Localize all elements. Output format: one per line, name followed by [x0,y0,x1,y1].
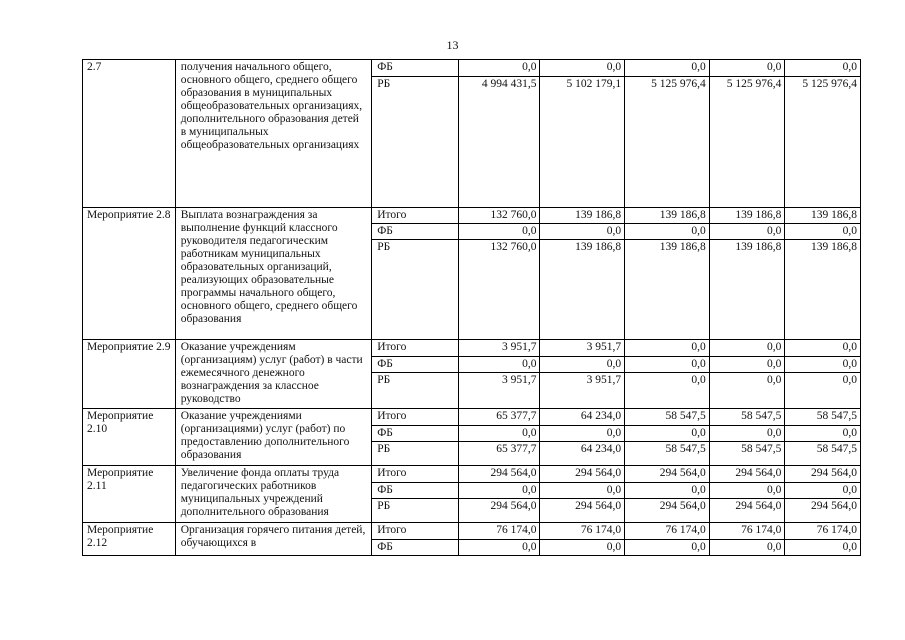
amount-cell: 58 547,5 [625,409,710,426]
activity-id-cell: Мероприятие 2.11 [83,466,176,523]
amount-cell: 58 547,5 [625,442,710,466]
activity-description-cell: получения начального общего, основного общего, среднего общего образования в муниципальных общеобразовательных организациях, дополнительного образования детей в муниципальных общеобразовательных организациях [175,60,372,208]
table-body [83,60,861,556]
funding-source-cell: РБ [372,77,459,208]
amount-cell: 58 547,5 [785,442,861,466]
amount-cell: 76 174,0 [458,523,540,540]
amount-cell: 3 951,7 [458,373,540,409]
amount-cell: 139 186,8 [785,208,861,224]
funding-source-cell: ФБ [372,540,459,556]
table-row [83,340,861,357]
amount-cell: 0,0 [458,60,540,77]
amount-cell: 294 564,0 [540,466,625,483]
funding-source-cell: Итого [372,340,459,357]
activity-description-cell: Выплата вознаграждения за выполнение функций классного руководителя педагогическим работникам муниципальных образовательных организаций, реализующих образовательные программы начального общего, основного общего, среднего общего образования [175,208,372,340]
funding-source-cell: ФБ [372,60,459,77]
funding-source-cell: ФБ [372,426,459,442]
table-row [83,409,861,426]
table-row [83,208,861,224]
amount-cell: 0,0 [458,224,540,240]
amount-cell: 139 186,8 [540,240,625,340]
amount-cell: 5 125 976,4 [625,77,710,208]
amount-cell: 65 377,7 [458,442,540,466]
amount-cell: 0,0 [785,224,861,240]
amount-cell: 0,0 [540,357,625,373]
amount-cell: 139 186,8 [709,240,785,340]
amount-cell: 0,0 [709,426,785,442]
funding-source-cell: ФБ [372,224,459,240]
amount-cell: 64 234,0 [540,409,625,426]
funding-source-cell: РБ [372,240,459,340]
activity-id-cell: Мероприятие 2.9 [83,340,176,409]
activity-id-cell: Мероприятие 2.8 [83,208,176,340]
activity-id-cell: 2.7 [83,60,176,208]
budget-table [82,59,861,556]
amount-cell: 0,0 [625,483,710,499]
activity-description-cell: Оказание учреждениям (организациям) услуг (работ) в части ежемесячного денежного вознаграждения за классное руководство [175,340,372,409]
amount-cell: 0,0 [709,483,785,499]
funding-source-cell: РБ [372,442,459,466]
amount-cell: 0,0 [625,340,710,357]
funding-source-cell: ФБ [372,357,459,373]
amount-cell: 294 564,0 [709,466,785,483]
amount-cell: 0,0 [709,357,785,373]
amount-cell: 0,0 [625,224,710,240]
amount-cell: 0,0 [785,60,861,77]
amount-cell: 58 547,5 [709,442,785,466]
amount-cell: 76 174,0 [625,523,710,540]
amount-cell: 0,0 [540,60,625,77]
table-row [83,523,861,540]
amount-cell: 5 102 179,1 [540,77,625,208]
amount-cell: 0,0 [709,224,785,240]
amount-cell: 132 760,0 [458,240,540,340]
amount-cell: 0,0 [785,426,861,442]
amount-cell: 64 234,0 [540,442,625,466]
amount-cell: 0,0 [785,373,861,409]
amount-cell: 3 951,7 [458,340,540,357]
amount-cell: 0,0 [625,540,710,556]
amount-cell: 0,0 [458,426,540,442]
amount-cell: 76 174,0 [785,523,861,540]
funding-source-cell: РБ [372,373,459,409]
amount-cell: 0,0 [709,540,785,556]
amount-cell: 0,0 [458,483,540,499]
amount-cell: 58 547,5 [709,409,785,426]
amount-cell: 139 186,8 [625,240,710,340]
amount-cell: 0,0 [540,483,625,499]
funding-source-cell: Итого [372,523,459,540]
amount-cell: 0,0 [458,357,540,373]
funding-source-cell: РБ [372,499,459,523]
amount-cell: 132 760,0 [458,208,540,224]
amount-cell: 0,0 [458,540,540,556]
table-row [83,60,861,77]
amount-cell: 0,0 [709,60,785,77]
funding-source-cell: Итого [372,208,459,224]
amount-cell: 65 377,7 [458,409,540,426]
amount-cell: 0,0 [785,340,861,357]
amount-cell: 139 186,8 [709,208,785,224]
activity-id-cell: Мероприятие 2.12 [83,523,176,556]
amount-cell: 294 564,0 [625,466,710,483]
amount-cell: 139 186,8 [625,208,710,224]
amount-cell: 0,0 [785,483,861,499]
amount-cell: 139 186,8 [785,240,861,340]
activity-id-cell: Мероприятие 2.10 [83,409,176,466]
amount-cell: 76 174,0 [540,523,625,540]
amount-cell: 0,0 [540,540,625,556]
amount-cell: 294 564,0 [709,499,785,523]
amount-cell: 3 951,7 [540,340,625,357]
page-number: 13 [446,38,459,52]
amount-cell: 294 564,0 [540,499,625,523]
amount-cell: 0,0 [785,357,861,373]
amount-cell: 294 564,0 [625,499,710,523]
amount-cell: 0,0 [709,373,785,409]
activity-description-cell: Оказание учреждениями (организациями) услуг (работ) по предоставлению дополнительного образования [175,409,372,466]
amount-cell: 3 951,7 [540,373,625,409]
amount-cell: 5 125 976,4 [709,77,785,208]
funding-source-cell: Итого [372,466,459,483]
table-row [83,466,861,483]
amount-cell: 0,0 [709,340,785,357]
amount-cell: 294 564,0 [785,499,861,523]
activity-description-cell: Организация горячего питания детей, обучающихся в [175,523,372,556]
funding-source-cell: ФБ [372,483,459,499]
amount-cell: 294 564,0 [785,466,861,483]
amount-cell: 76 174,0 [709,523,785,540]
amount-cell: 4 994 431,5 [458,77,540,208]
amount-cell: 0,0 [625,373,710,409]
amount-cell: 58 547,5 [785,409,861,426]
amount-cell: 0,0 [785,540,861,556]
amount-cell: 0,0 [625,426,710,442]
amount-cell: 0,0 [540,426,625,442]
activity-description-cell: Увеличение фонда оплаты труда педагогических работников муниципальных учреждений дополнительного образования [175,466,372,523]
amount-cell: 0,0 [625,357,710,373]
amount-cell: 294 564,0 [458,499,540,523]
amount-cell: 139 186,8 [540,208,625,224]
funding-source-cell: Итого [372,409,459,426]
amount-cell: 5 125 976,4 [785,77,861,208]
amount-cell: 294 564,0 [458,466,540,483]
amount-cell: 0,0 [625,60,710,77]
amount-cell: 0,0 [540,224,625,240]
